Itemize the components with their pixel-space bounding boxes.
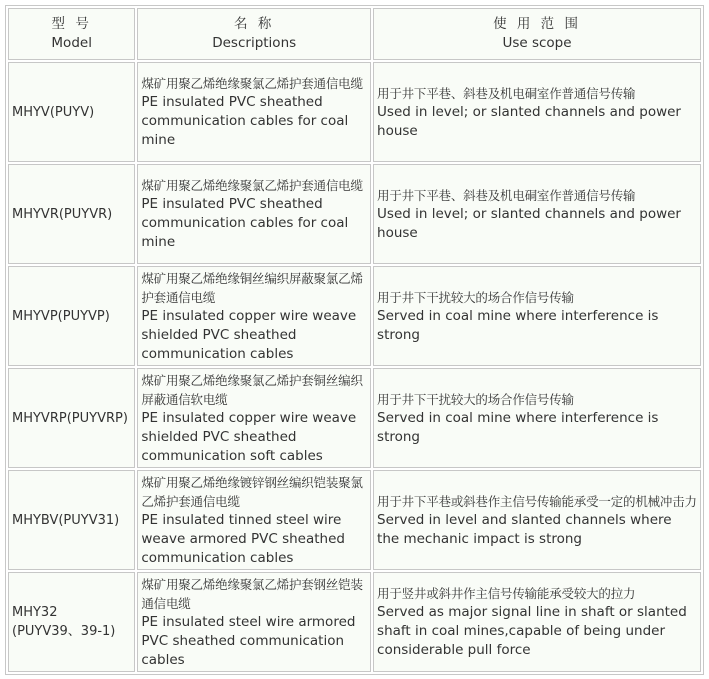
scope-zh: 用于井下平巷、斜巷及机电硐室作普通信号传输 — [377, 187, 636, 203]
header-desc-en: Descriptions — [212, 35, 297, 51]
description-cell — [137, 368, 371, 468]
description-zh: 煤矿用聚乙烯绝缘镀锌钢丝编织铠装聚氯乙烯护套通信电缆 — [141, 474, 363, 509]
table-row — [8, 470, 701, 570]
table-header-row — [8, 8, 701, 60]
scope-cell — [373, 62, 701, 162]
scope-en: Served in coal mine where interference is strong — [377, 409, 659, 445]
description-zh: 煤矿用聚乙烯绝缘聚氯乙烯护套通信电缆 — [141, 76, 363, 91]
scope-cell — [373, 164, 701, 264]
scope-en: Used in level; or slanted channels and power house — [377, 103, 681, 139]
model-cell: MHYVP(PUYVP) — [8, 266, 135, 366]
scope-zh: 用于井下干扰较大的场合作信号传输 — [377, 289, 574, 305]
description-zh: 煤矿用聚乙烯绝缘聚氯乙烯护套通信电缆 — [141, 178, 363, 193]
description-en: PE insulated tinned steel wire weave armored PVC sheathed communication cables — [141, 511, 345, 566]
model-cell: MHYV(PUYV) — [8, 62, 135, 162]
header-model-en: Model — [51, 35, 92, 51]
cable-spec-table — [5, 5, 704, 675]
description-en: PE insulated copper wire weave shielded PVC sheathed communication soft cables — [141, 409, 357, 464]
description-en: PE insulated PVC sheathed communication cables for coal mine — [141, 196, 349, 250]
model-cell: MHYVR(PUYVR) — [8, 164, 135, 264]
description-zh: 煤矿用聚乙烯绝缘聚氯乙烯护套钢丝铠装通信电缆 — [141, 576, 363, 611]
scope-en: Served in level and slanted channels where the mechanic impact is strong — [377, 511, 672, 547]
description-cell — [137, 164, 371, 264]
model-cell — [8, 572, 135, 672]
header-scope-en: Use scope — [502, 35, 572, 51]
scope-zh: 用于井下平巷或斜巷作主信号传输能承受一定的机械冲击力 — [377, 493, 697, 509]
scope-en: Used in level; or slanted channels and power house — [377, 205, 681, 241]
scope-cell — [373, 368, 701, 468]
scope-cell — [373, 470, 701, 570]
description-zh: 煤矿用聚乙烯绝缘铜丝编织屏蔽聚氯乙烯护套通信电缆 — [141, 270, 363, 305]
scope-en: Served in coal mine where interference is strong — [377, 307, 659, 343]
header-scope-zh: 使 用 范 围 — [493, 16, 581, 32]
model-cell: MHYVRP(PUYVRP) — [8, 368, 135, 468]
table-row — [8, 368, 701, 468]
description-zh: 煤矿用聚乙烯绝缘聚氯乙烯护套铜丝编织屏蔽通信软电缆 — [141, 372, 363, 407]
description-en: PE insulated PVC sheathed communication cables for coal mine — [141, 94, 349, 148]
description-en: PE insulated copper wire weave shielded PVC sheathed communication cables — [141, 307, 357, 362]
spec-table-container — [5, 5, 704, 675]
header-model — [8, 8, 135, 60]
scope-zh: 用于井下平巷、斜巷及机电硐室作普通信号传输 — [377, 85, 636, 101]
table-row — [8, 266, 701, 366]
scope-zh: 用于井下干扰较大的场合作信号传输 — [377, 391, 574, 407]
model-line-2: (PUYV39、39-1) — [12, 624, 116, 639]
description-cell — [137, 470, 371, 570]
table-row — [8, 62, 701, 162]
scope-en: Served as major signal line in shaft or slanted shaft in coal mines,capable of being under considerable pull force — [377, 604, 687, 658]
header-desc-zh: 名 称 — [234, 16, 275, 32]
model-cell: MHYBV(PUYV31) — [8, 470, 135, 570]
header-descriptions — [137, 8, 371, 60]
header-model-zh: 型 号 — [51, 16, 92, 32]
header-use-scope — [373, 8, 701, 60]
model-line-1: MHY32 — [12, 605, 58, 620]
description-cell — [137, 266, 371, 366]
description-en: PE insulated steel wire armored PVC sheathed communication cables — [141, 613, 356, 668]
description-cell — [137, 572, 371, 672]
table-row — [8, 572, 701, 672]
table-row — [8, 164, 701, 264]
scope-zh: 用于竖井或斜井作主信号传输能承受较大的拉力 — [377, 586, 636, 601]
scope-cell — [373, 266, 701, 366]
description-cell — [137, 62, 371, 162]
scope-cell — [373, 572, 701, 672]
